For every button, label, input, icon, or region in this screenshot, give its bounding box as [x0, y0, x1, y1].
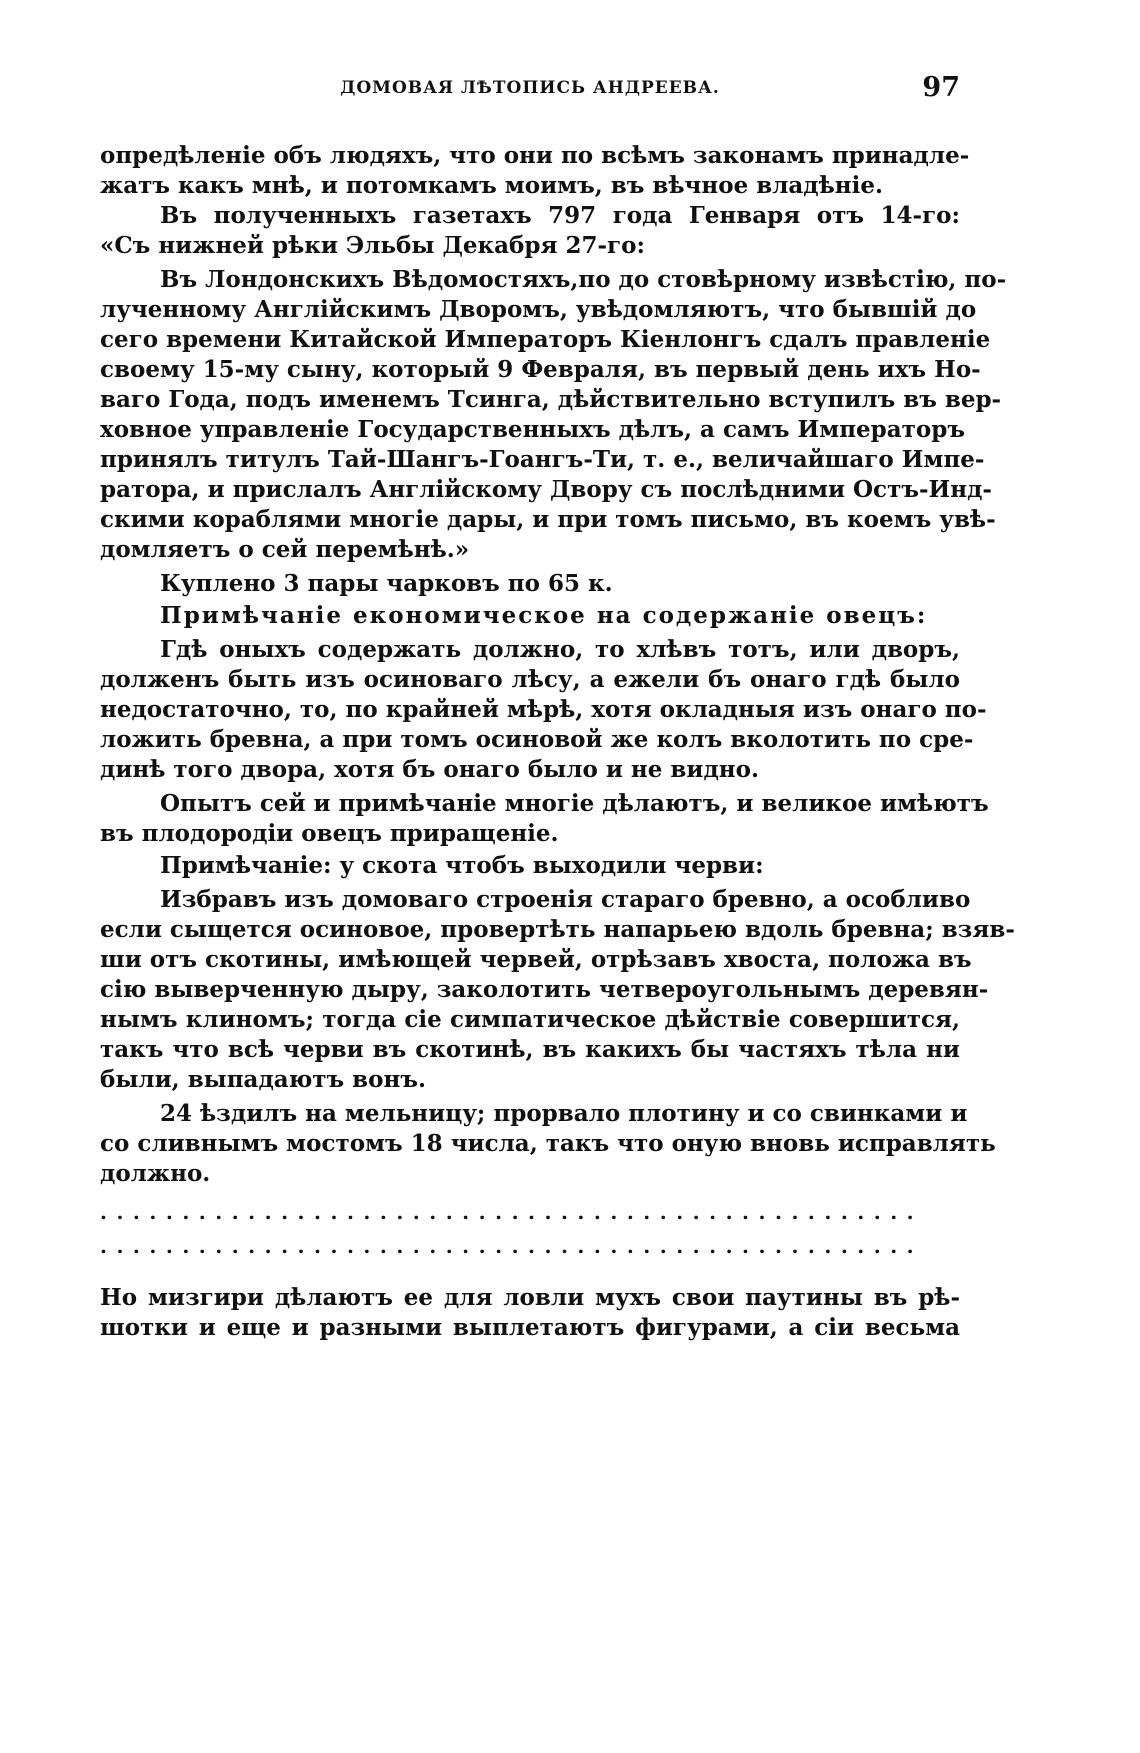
text-line: должно. — [100, 1160, 211, 1187]
text-line: были, выпадаютъ вонъ. — [100, 1066, 426, 1093]
text-line: жатъ какъ мнѣ, и потомкамъ моимъ, въ вѣчное владѣніе. — [100, 172, 884, 199]
text-line: нымъ клиномъ; тогда сіе симпатическое дѣйствіе совершится, — [100, 1006, 960, 1033]
text-line: опредѣленіе объ людяхъ, что они по всѣмъ законамъ принадле- — [100, 142, 970, 169]
text-line: скими кораблями многіе дары, и при томъ письмо, въ коемъ увѣ- — [100, 506, 996, 533]
text-line: Но мизгири дѣлаютъ ее для ловли мухъ свои паутины въ рѣ- — [100, 1284, 960, 1311]
text-line: Избравъ изъ домоваго строенія стараго бревно, а особливо — [160, 886, 971, 913]
text-line: Примѣчаніе економическое на содержаніе овецъ: — [160, 602, 928, 629]
text-line: если сыщется осиновое, провертѣть напарьею вдоль бревна; взяв- — [100, 916, 1015, 943]
text-line: со сливнымъ мостомъ 18 числа, такъ что оную вновь исправлять — [100, 1130, 996, 1157]
text-line: динѣ того двора, хотя бъ онаго было и не видно. — [100, 756, 759, 783]
text-line: въ плодородіи овецъ приращеніе. — [100, 820, 559, 847]
text-line: ложить бревна, а при томъ осиновой же колъ вколотить по сре- — [100, 726, 974, 753]
text-line: домляетъ о сей перемѣнѣ.» — [100, 536, 470, 563]
text-line: принялъ титулъ Тай-Шангъ-Гоангъ-Ти, т. е., величайшаго Импе- — [100, 446, 985, 473]
text-line: недостаточно, то, по крайней мѣрѣ, хотя окладныя изъ онаго по- — [100, 696, 987, 723]
page-number: 97 — [922, 72, 960, 103]
text-line: ваго Года, подъ именемъ Тсинга, дѣйствительно вступилъ въ вер- — [100, 386, 1002, 413]
text-line: Опытъ сей и примѣчаніе многіе дѣлаютъ, и великое имѣютъ — [160, 790, 989, 817]
text-line: ратора, и прислалъ Англійскому Двору съ послѣдними Остъ-Инд- — [100, 476, 992, 503]
running-title: ДОМОВАЯ ЛѢТОПИСЬ АНДРЕЕВА. — [340, 78, 720, 98]
text-line: ши отъ скотины, имѣющей червей, отрѣзавъ хвоста, положа въ — [100, 946, 972, 973]
text-line: 24 ѣздилъ на мельницу; прорвало плотину и со свинками и — [160, 1100, 968, 1127]
text-line: своему 15-му сыну, который 9 Февраля, въ первый день ихъ Но- — [100, 356, 981, 383]
text-line: лученному Англійскимъ Дворомъ, увѣдомляютъ, что бывшій до — [100, 296, 977, 323]
text-line: Примѣчаніе: у скота чтобъ выходили черви: — [160, 852, 764, 879]
text-line: шотки и еще и разными выплетаютъ фигурами, а сіи весьма — [100, 1314, 960, 1341]
text-line: ховное управленіе Государственныхъ дѣлъ, а самъ Императоръ — [100, 416, 965, 443]
text-line: «Съ нижней рѣки Эльбы Декабря 27-го: — [100, 232, 645, 259]
dotted-separator: .................................................. — [100, 1234, 924, 1258]
text-line: Гдѣ оныхъ содержать должно, то хлѣвъ тотъ, или дворъ, — [160, 636, 960, 663]
text-line: такъ что всѣ черви въ скотинѣ, въ какихъ бы частяхъ тѣла ни — [100, 1036, 960, 1063]
page-header — [100, 72, 960, 112]
text-line: долженъ быть изъ осиноваго лѣсу, а ежели бъ онаго гдѣ было — [100, 666, 960, 693]
text-line: Въ Лондонскихъ Вѣдомостяхъ,по до стовѣрному извѣстію, по- — [160, 266, 1007, 293]
text-line: Куплено 3 пары чарковъ по 65 к. — [160, 570, 613, 597]
dotted-separator: .................................................. — [100, 1200, 924, 1224]
text-line: сего времени Китайской Императоръ Кіенлонгъ сдалъ правленіе — [100, 326, 991, 353]
text-line: сію выверченную дыру, заколотить четвероугольнымъ деревян- — [100, 976, 989, 1003]
text-line: Въ полученныхъ газетахъ 797 года Генваря отъ 14-го: — [160, 202, 960, 229]
